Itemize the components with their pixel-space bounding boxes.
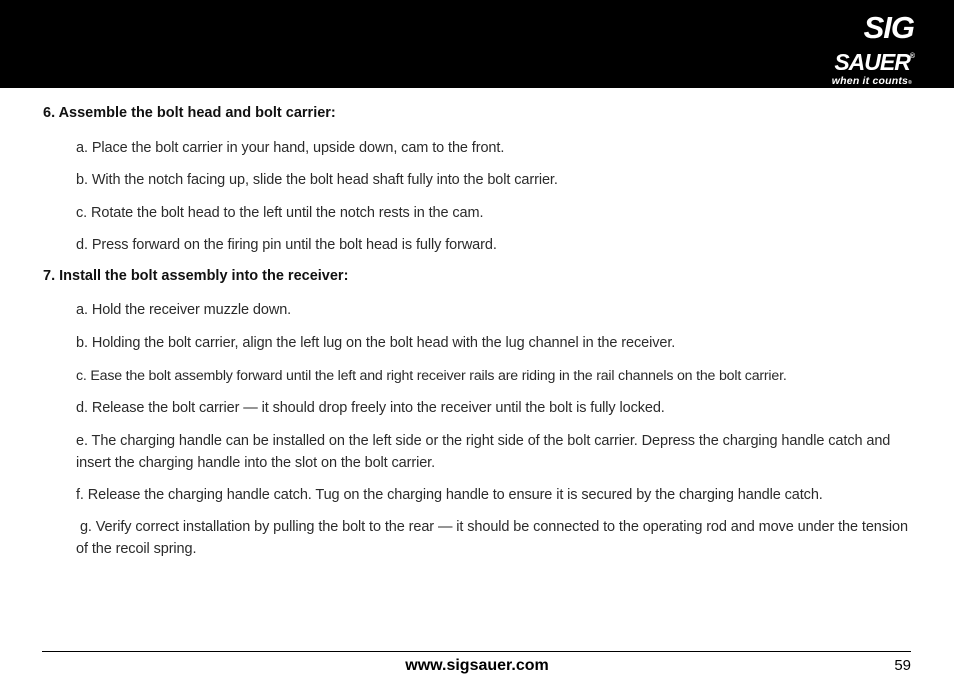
step-6c: c. Rotate the bolt head to the left until the notch rests in the cam.	[76, 205, 484, 221]
step-7b: b. Holding the bolt carrier, align the left lug on the bolt head with the lug channel in the receiver.	[76, 335, 676, 351]
step-7e: e. The charging handle can be installed on the left side or the right side of the bolt carrier. Depress the charging handle catch and insert the charging handle into the slot on the bolt carrier.	[76, 433, 891, 471]
step-7c: c. Ease the bolt assembly forward until the left and right receiver rails are riding in the rail channels on the bolt carrier.	[76, 368, 787, 384]
footer-website-link[interactable]: www.sigsauer.com	[405, 657, 549, 674]
step-7d: d. Release the bolt carrier — it should drop freely into the receiver until the bolt is fully locked.	[76, 400, 665, 416]
step-7a: a. Hold the receiver muzzle down.	[76, 302, 292, 318]
logo-tagline: when it counts®	[831, 75, 912, 87]
step-7f: f. Release the charging handle catch. Tug on the charging handle to ensure it is secured by the charging handle catch.	[76, 487, 823, 503]
step-6b: b. With the notch facing up, slide the bolt head shaft fully into the bolt carrier.	[76, 172, 558, 188]
step-6d: d. Press forward on the firing pin until the bolt head is fully forward.	[76, 237, 497, 253]
step-7-title: 7. Install the bolt assembly into the receiver:	[43, 268, 349, 284]
step-7g: g. Verify correct installation by pulling the bolt to the rear — it should be connected to the operating rod and move under the tension of the recoil spring.	[76, 519, 912, 557]
logo-sauer-text: SAUER®	[834, 49, 914, 75]
step-6a: a. Place the bolt carrier in your hand, upside down, cam to the front.	[76, 140, 505, 156]
step-6-title: 6. Assemble the bolt head and bolt carrier:	[43, 105, 336, 121]
logo-sig-text: SIG	[863, 10, 914, 45]
footer-divider	[42, 651, 911, 652]
page-number: 59	[894, 657, 911, 674]
